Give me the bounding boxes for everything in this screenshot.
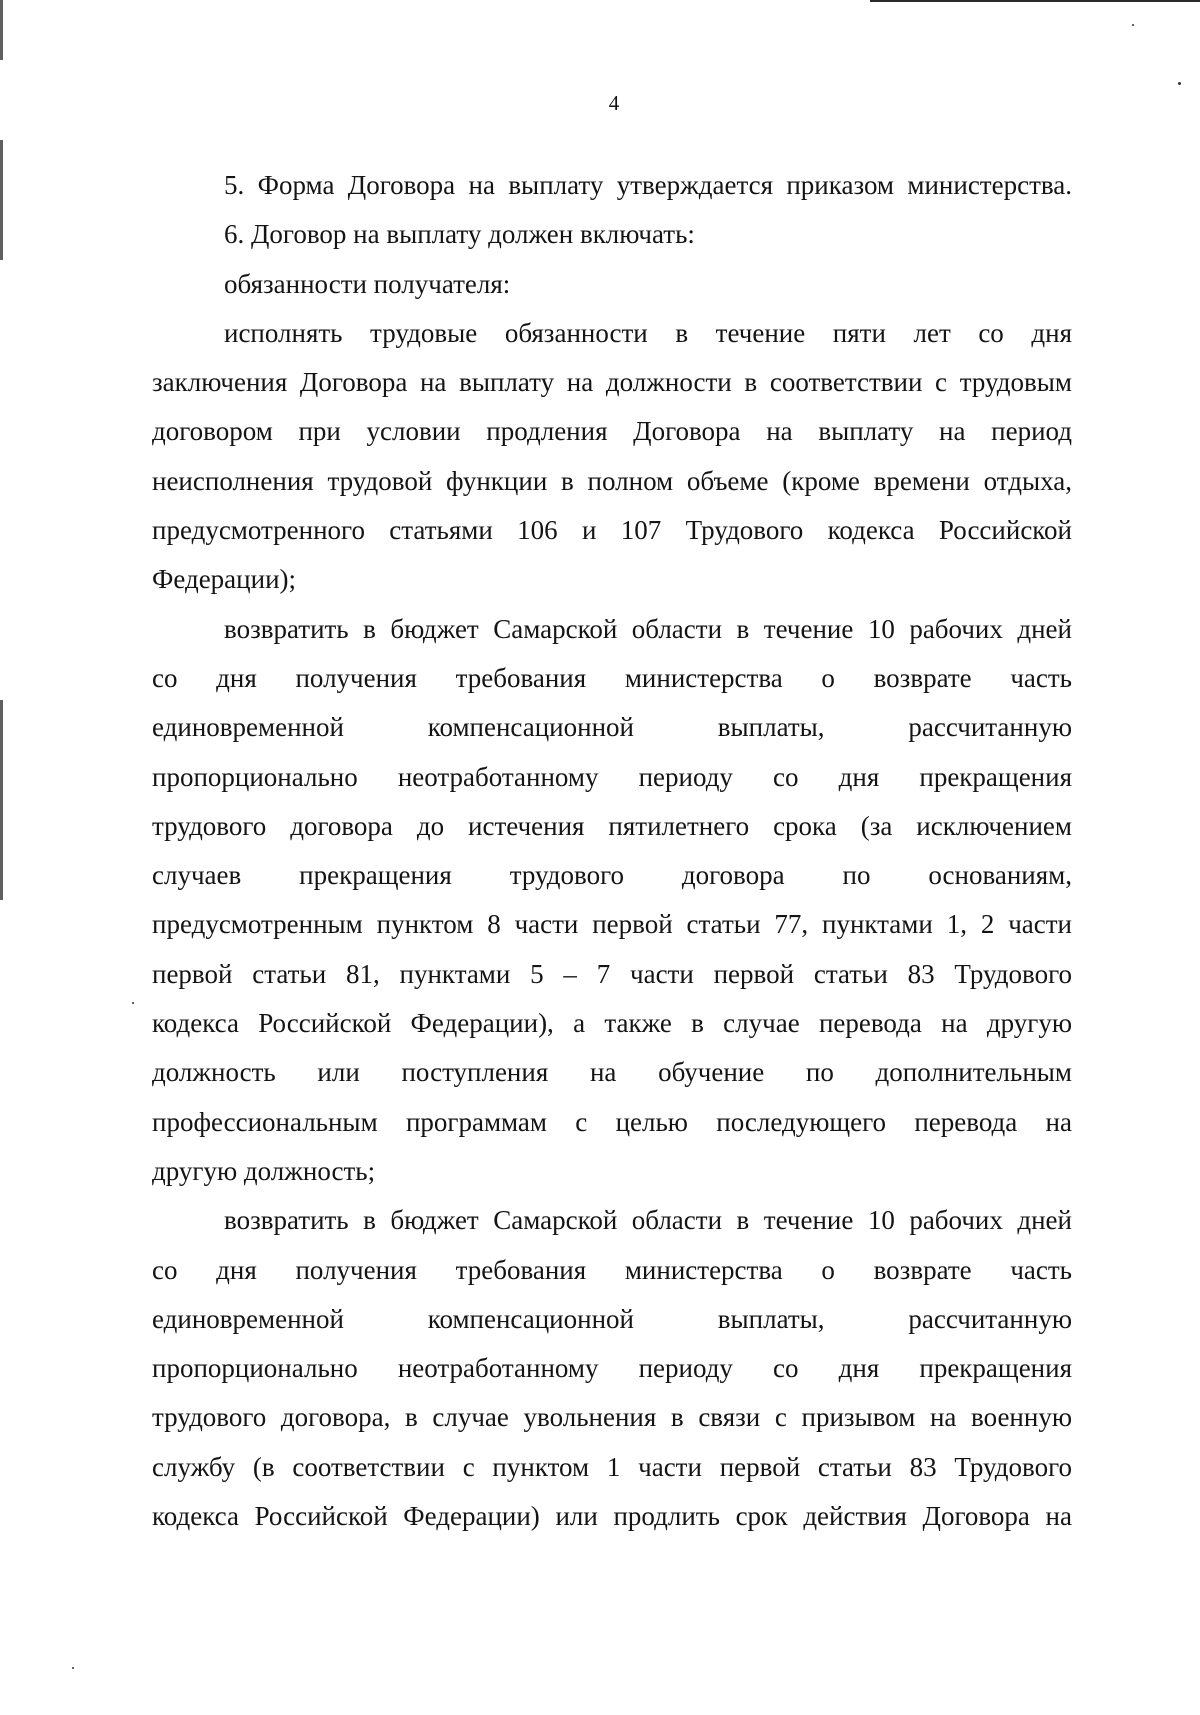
text-line: со дня получения требования министерства о возврате часть <box>152 662 1072 693</box>
text-line: 5. Форма Договора на выплату утверждается приказом министерства. <box>224 170 1072 200</box>
scan-speck <box>132 1002 134 1004</box>
text-line: возвратить в бюджет Самарской области в течение 10 рабочих дней <box>224 613 1072 644</box>
text-line: исполнять трудовые обязанности в течение пяти лет со дня <box>224 317 1072 348</box>
text-line: службу (в соответствии с пунктом 1 части первой статьи 83 Трудового <box>152 1451 1072 1482</box>
text-line: случаев прекращения трудового договора по основаниям, <box>152 860 1072 891</box>
text-line: Федерации); <box>152 564 297 595</box>
text-line: должность или поступления на обучение по дополнительным <box>152 1057 1072 1088</box>
scan-speck <box>1132 24 1134 26</box>
scan-edge-left <box>0 0 3 1715</box>
text-line: другую должность; <box>152 1155 376 1186</box>
text-line: заключения Договора на выплату на должности в соответствии с трудовым <box>152 367 1072 398</box>
text-line: неисполнения трудовой функции в полном объеме (кроме времени отдыха, <box>152 465 1072 496</box>
page-number: 4 <box>608 91 620 115</box>
text-line: предусмотренного статьями 106 и 107 Трудового кодекса Российской <box>152 515 1072 546</box>
text-line: единовременной компенсационной выплаты, рассчитанную <box>152 1303 1072 1334</box>
text-line: первой статьи 81, пунктами 5 – 7 части первой статьи 83 Трудового <box>152 958 1072 989</box>
text-line: обязанности получателя: <box>224 268 511 299</box>
text-line: предусмотренным пунктом 8 части первой статьи 77, пунктами 1, 2 части <box>152 909 1072 940</box>
scan-edge-top <box>870 0 1200 2</box>
scan-speck <box>72 1667 74 1669</box>
text-line: единовременной компенсационной выплаты, рассчитанную <box>152 712 1072 743</box>
text-line: договором при условии продления Договора на выплату на период <box>152 416 1072 447</box>
text-line: трудового договора, в случае увольнения в связи с призывом на военную <box>152 1402 1072 1433</box>
text-line: пропорционально неотработанному периоду со дня прекращения <box>152 761 1072 792</box>
text-line: кодекса Российской Федерации) или продлить срок действия Договора на <box>152 1501 1072 1532</box>
text-line: возвратить в бюджет Самарской области в течение 10 рабочих дней <box>224 1205 1072 1236</box>
text-line: со дня получения требования министерства о возврате часть <box>152 1254 1072 1285</box>
text-line: трудового договора до истечения пятилетнего срока (за исключением <box>152 810 1072 841</box>
scan-speck <box>1178 82 1181 85</box>
text-line: кодекса Российской Федерации), а также в случае перевода на другую <box>152 1008 1072 1039</box>
text-line: пропорционально неотработанному периоду со дня прекращения <box>152 1353 1072 1384</box>
document-body <box>152 161 1072 1541</box>
text-line: профессиональным программам с целью последующего перевода на <box>152 1106 1072 1137</box>
text-line: 6. Договор на выплату должен включать: <box>224 219 695 250</box>
